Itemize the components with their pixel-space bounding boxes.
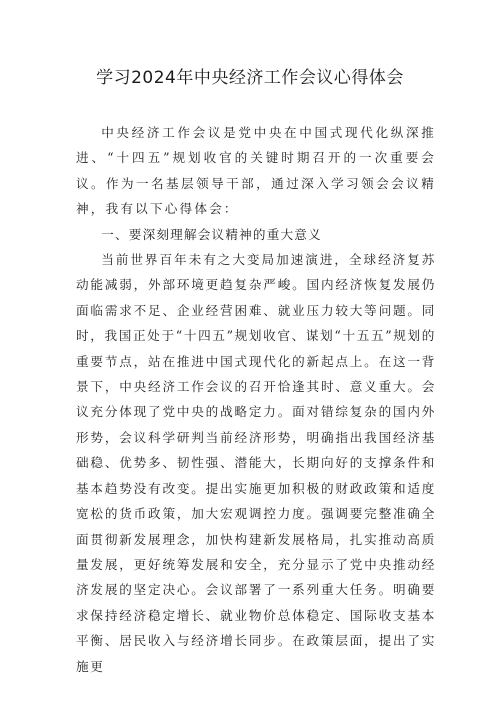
document-title: 学习2024年中央经济工作会议心得体会 xyxy=(96,68,404,88)
section-heading: 一、要深刻理解会议精神的重大意义 xyxy=(101,226,322,242)
document-body xyxy=(76,120,436,679)
intro-paragraph: 中央经济工作会议是党中央在中国式现代化纵深推进、“十四五”规划收官的关键时期召开的一次重要会议。作为一名基层领导干部，通过深入学习领会会议精神，我有以下心得体会： xyxy=(76,125,436,217)
section-paragraph: 当前世界百年未有之大变局加速演进，全球经济复苏动能减弱，外部环境更趋复杂严峻。国内经济恢复发展仍面临需求不足、企业经营困难、就业压力较大等问题。同时，我国正处于“十四五”规划收官、谋划“十五五”规划的重要节点，站在推进中国式现代化的新起点上。在这一背景下，中央经济工作会议的召开恰逢其时、意义重大。会议充分体现了党中央的战略定力。面对错综复杂的国内外形势，会议科学研判当前经济形势，明确指出我国经济基础稳、优势多、韧性强、潜能大，长期向好的支撑条件和基本趋势没有改变。提出实施更加积极的财政政策和适度宽松的货币政策，加大宏观调控力度。强调要完整准确全面贯彻新发展理念，加快构建新发展格局，扎实推动高质量发展，更好统筹发展和安全，充分显示了党中央推动经济发展的坚定决心。会议部署了一系列重大任务。明确要求保持经济稳定增长、就业物价总体稳定、国际收支基本平衡、居民收入与经济增长同步。在政策层面，提出了实施更 xyxy=(76,252,436,674)
